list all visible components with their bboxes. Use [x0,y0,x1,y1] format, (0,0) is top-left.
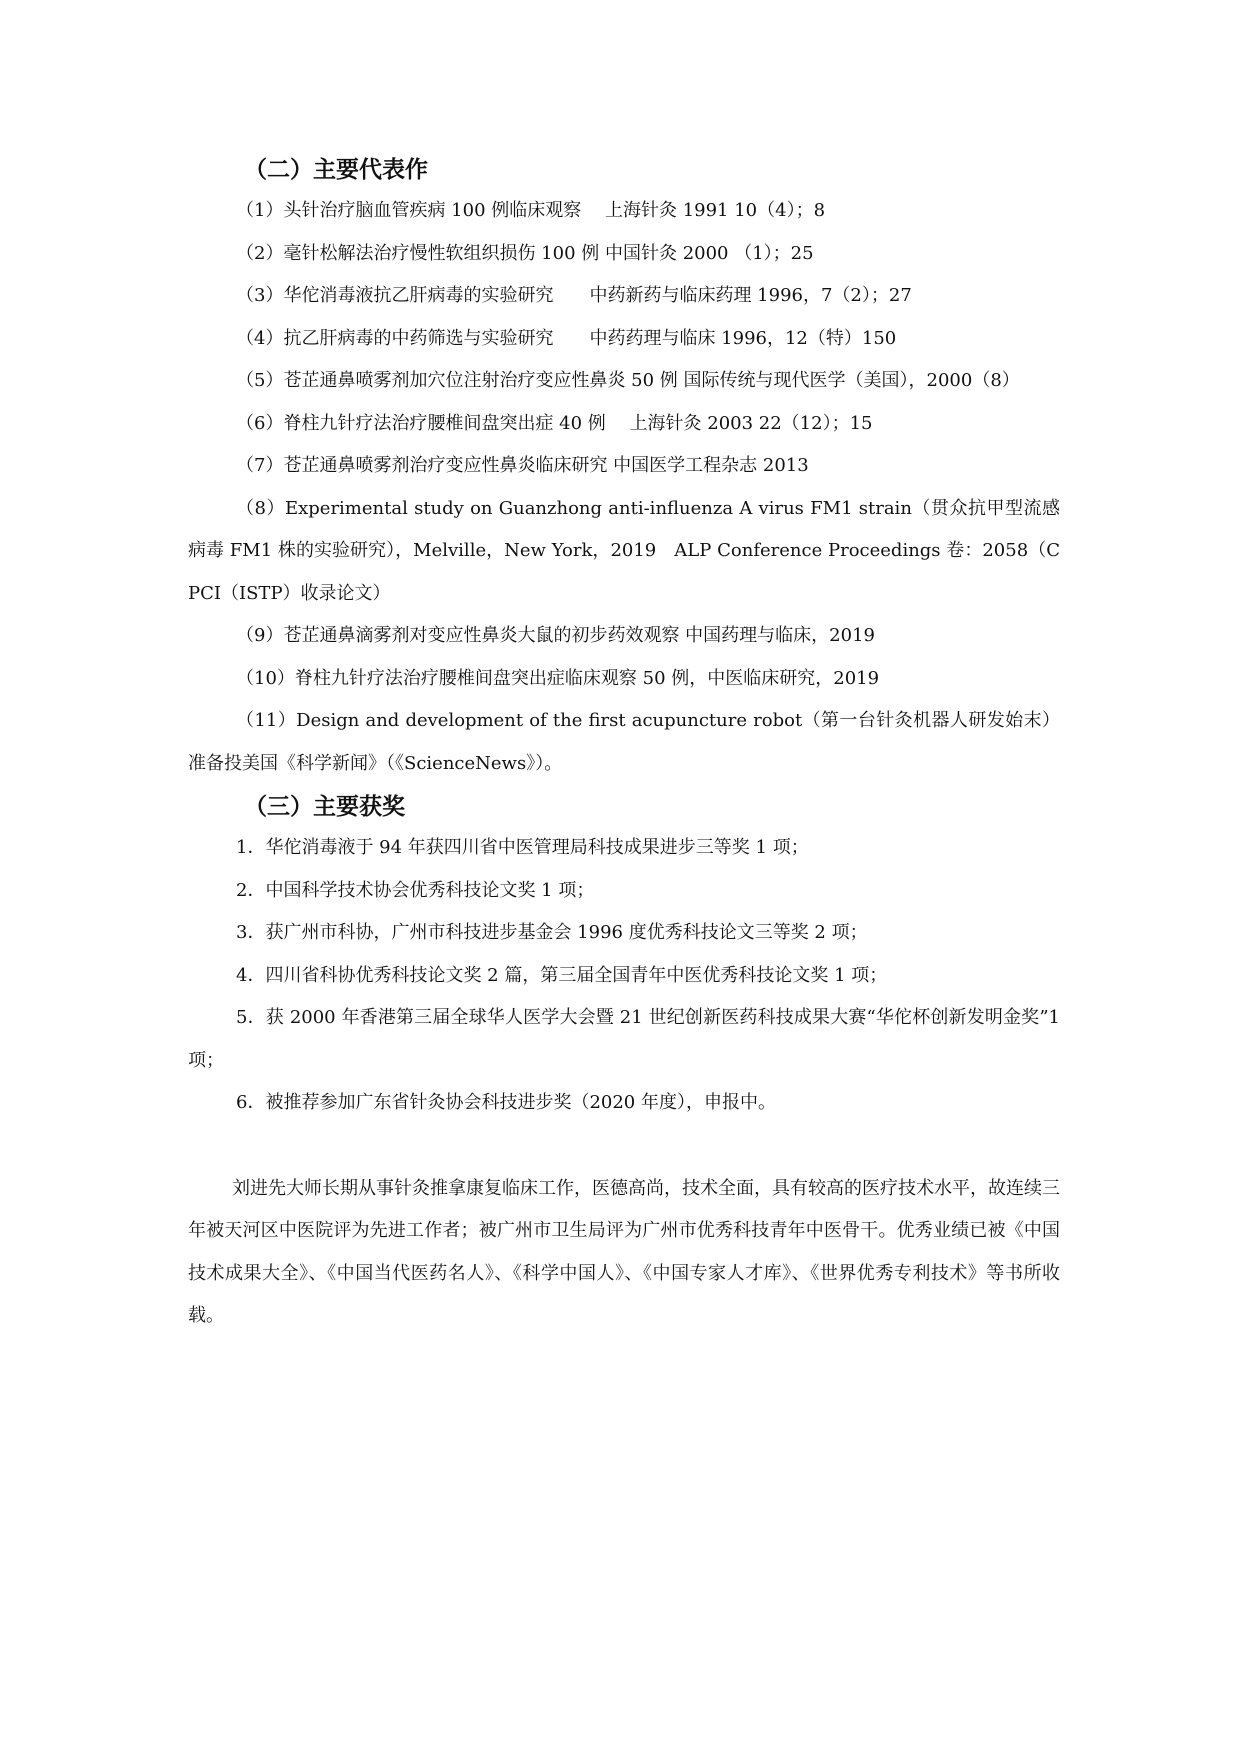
work-item-1: （1）头针治疗脑血管疾病 100 例临床观察 上海针灸 1991 10（4）；8 [236,200,826,221]
section-heading-representative-works: （二）主要代表作 [244,157,428,183]
work-item-4: （4）抗乙肝病毒的中药筛选与实验研究 中药药理与临床 1996，12（特）150 [236,327,897,349]
paragraph-spacer [188,1125,1060,1168]
document-content [188,150,1060,1338]
section-heading-awards: （三）主要获奖 [244,794,405,820]
work-item-5: （5）苍芷通鼻喷雾剂加穴位注射治疗变应性鼻炎 50 例 国际传统与现代医学（美国），2000（8） [236,370,1020,391]
work-item-11: （11）Design and development of the first acupuncture robot（第一台针灸机器人研发始末）准备投美国《科学新闻》（《ScienceNews》）。 [188,710,1060,774]
award-item-1: 1．华佗消毒液于 94 年获四川省中医管理局科技成果进步三等奖 1 项； [236,837,809,858]
work-item-8: （8）Experimental study on Guanzhong anti-influenza A virus FM1 strain（贯众抗甲型流感病毒 FM1 株的实验研究），Melville，New York，2019 ALP Conference Proceedings 卷：2058（CPCI（ISTP）收录论文） [188,497,1060,604]
work-item-7: （7）苍芷通鼻喷雾剂治疗变应性鼻炎临床研究 中国医学工程杂志 2013 [236,455,809,476]
award-item-6: 6．被推荐参加广东省针灸协会科技进步奖（2020 年度），申报中。 [236,1092,776,1113]
work-item-9: （9）苍芷通鼻滴雾剂对变应性鼻炎大鼠的初步药效观察 中国药理与临床，2019 [236,625,875,646]
work-item-10: （10）脊柱九针疗法治疗腰椎间盘突出症临床观察 50 例，中医临床研究，2019 [236,667,880,689]
award-item-3: 3．获广州市科协，广州市科技进步基金会 1996 度优秀科技论文三等奖 2 项； [236,922,868,943]
work-item-6: （6）脊柱九针疗法治疗腰椎间盘突出症 40 例 上海针灸 2003 22（12）；15 [236,412,873,434]
work-item-2: （2）毫针松解法治疗慢性软组织损伤 100 例 中国针灸 2000 （1）；25 [236,242,814,264]
work-item-3: （3）华佗消毒液抗乙肝病毒的实验研究 中药新药与临床药理 1996，7（2）；27 [236,285,912,306]
award-item-2: 2．中国科学技术协会优秀科技论文奖 1 项； [236,879,595,901]
award-item-5: 5．获 2000 年香港第三届全球华人医学大会暨 21 世纪创新医药科技成果大赛“华佗杯创新发明金奖”1 项； [188,1007,1060,1071]
award-item-4: 4．四川省科协优秀科技论文奖 2 篇，第三届全国青年中医优秀科技论文奖 1 项； [236,964,888,986]
summary-paragraph: 刘进先大师长期从事针灸推拿康复临床工作，医德高尚，技术全面，具有较高的医疗技术水平，故连续三年被天河区中医院评为先进工作者；被广州市卫生局评为广州市优秀科技青年中医骨干。优秀业绩已被《中国技术成果大全》、《中国当代医药名人》、《科学中国人》、《中国专家人才库》、《世界优秀专利技术》等书所收载。 [188,1177,1060,1326]
